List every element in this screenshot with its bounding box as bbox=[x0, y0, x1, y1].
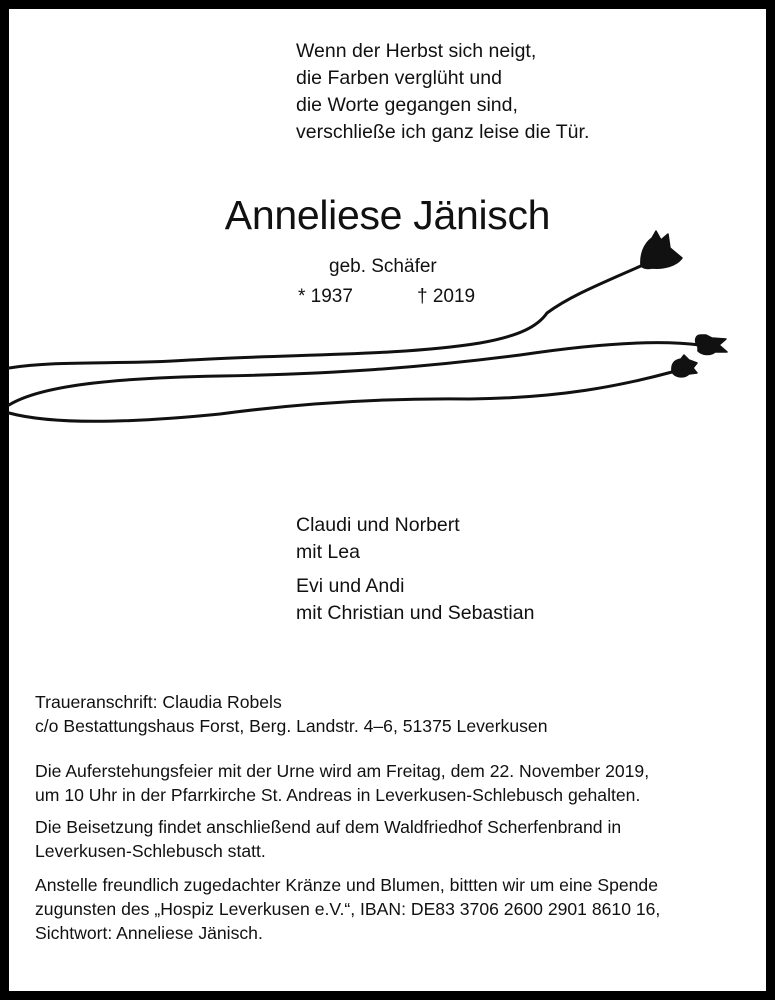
poem-line: die Worte gegangen sind, bbox=[296, 94, 518, 116]
notice-burial bbox=[35, 815, 621, 863]
notice-line: Leverkusen-Schlebusch statt. bbox=[35, 841, 266, 861]
deceased-name: Anneliese Jänisch bbox=[224, 192, 551, 238]
notice-ceremony bbox=[35, 759, 649, 807]
mourner-line: Claudi und Norbert bbox=[296, 514, 460, 536]
notice-address bbox=[35, 690, 548, 738]
notice-line: Die Beisetzung findet anschließend auf dem Waldfriedhof Scherfenbrand in bbox=[35, 817, 622, 837]
notice-donation bbox=[35, 873, 660, 945]
mourner-line: mit Lea bbox=[296, 541, 360, 563]
poem-line: Wenn der Herbst sich neigt, bbox=[296, 40, 537, 62]
mourner-line: mit Christian und Sebastian bbox=[296, 602, 535, 624]
mourner-group bbox=[296, 573, 534, 627]
birth-year: * 1937 bbox=[298, 286, 353, 307]
notice-line: um 10 Uhr in der Pfarrkirche St. Andreas in Leverkusen-Schlebusch gehalten. bbox=[35, 785, 641, 805]
poem-line: verschließe ich ganz leise die Tür. bbox=[296, 121, 590, 143]
notice-line: zugunsten des „Hospiz Leverkusen e.V.“, IBAN: DE83 3706 2600 2901 8610 16, bbox=[35, 899, 661, 919]
mourner-line: Evi und Andi bbox=[296, 575, 405, 597]
poem-line: die Farben verglüht und bbox=[296, 67, 502, 89]
notice-line: Die Auferstehungsfeier mit der Urne wird am Freitag, dem 22. November 2019, bbox=[35, 761, 650, 781]
birth-name: geb. Schäfer bbox=[329, 256, 437, 277]
mourner-group bbox=[296, 512, 460, 566]
notice-line: Traueranschrift: Claudia Robels bbox=[35, 692, 282, 712]
notice-line: Anstelle freundlich zugedachter Kränze und Blumen, bittten wir um eine Spende bbox=[35, 875, 658, 895]
notice-line: c/o Bestattungshaus Forst, Berg. Landstr. 4–6, 51375 Leverkusen bbox=[35, 716, 548, 736]
notice-line: Sichtwort: Anneliese Jänisch. bbox=[35, 923, 263, 943]
death-year: † 2019 bbox=[417, 286, 476, 307]
